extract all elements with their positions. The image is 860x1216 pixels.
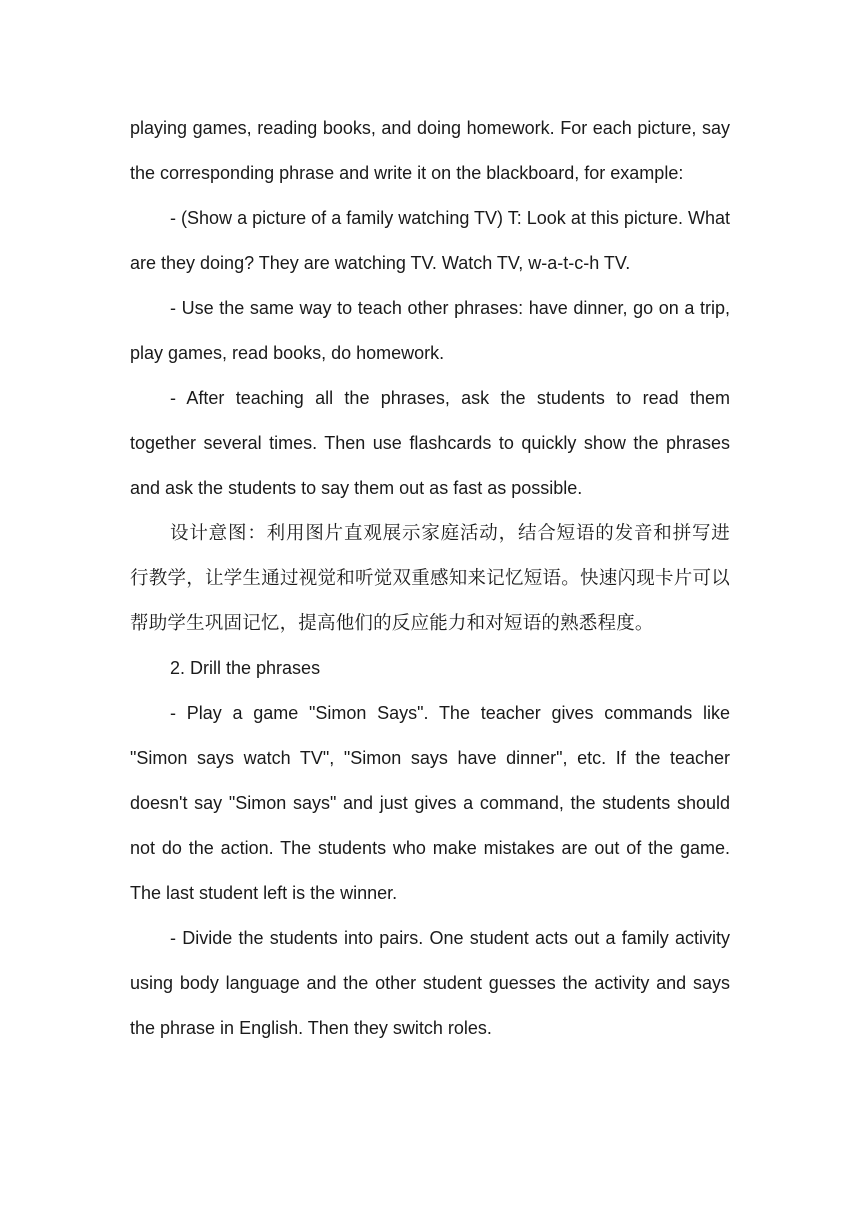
paragraph-simon-says: - Play a game "Simon Says". The teacher gives commands like "Simon says watch TV", "Simon says have dinner", etc. If the teacher doesn't say "Simon says" and just gives a command, the students should not do the action. The students who make mistakes are out of the game. The last student left is the winner. bbox=[130, 703, 730, 903]
paragraph-example-watch-tv: - (Show a picture of a family watching TV) T: Look at this picture. What are they doing? They are watching TV. Watch TV, w-a-t-c-h TV. bbox=[130, 208, 730, 273]
paragraph-pair-activity: - Divide the students into pairs. One student acts out a family activity using body language and the other student guesses the activity and says the phrase in English. Then they switch roles. bbox=[130, 928, 730, 1038]
paragraph-teach-other-phrases: - Use the same way to teach other phrases: have dinner, go on a trip, play games, read books, do homework. bbox=[130, 298, 730, 363]
paragraph-read-together: - After teaching all the phrases, ask the students to read them together several times. Then use flashcards to quickly show the phrases and ask the students to say them out as fast as possible. bbox=[130, 388, 730, 498]
paragraph-continued: playing games, reading books, and doing homework. For each picture, say the corresponding phrase and write it on the blackboard, for example: bbox=[130, 118, 730, 183]
paragraph-design-intent: 设计意图：利用图片直观展示家庭活动，结合短语的发音和拼写进行教学，让学生通过视觉和听觉双重感知来记忆短语。快速闪现卡片可以帮助学生巩固记忆，提高他们的反应能力和对短语的熟悉程度。 bbox=[130, 523, 730, 634]
section-heading-drill: 2. Drill the phrases bbox=[170, 658, 321, 678]
document-page bbox=[130, 106, 730, 1051]
